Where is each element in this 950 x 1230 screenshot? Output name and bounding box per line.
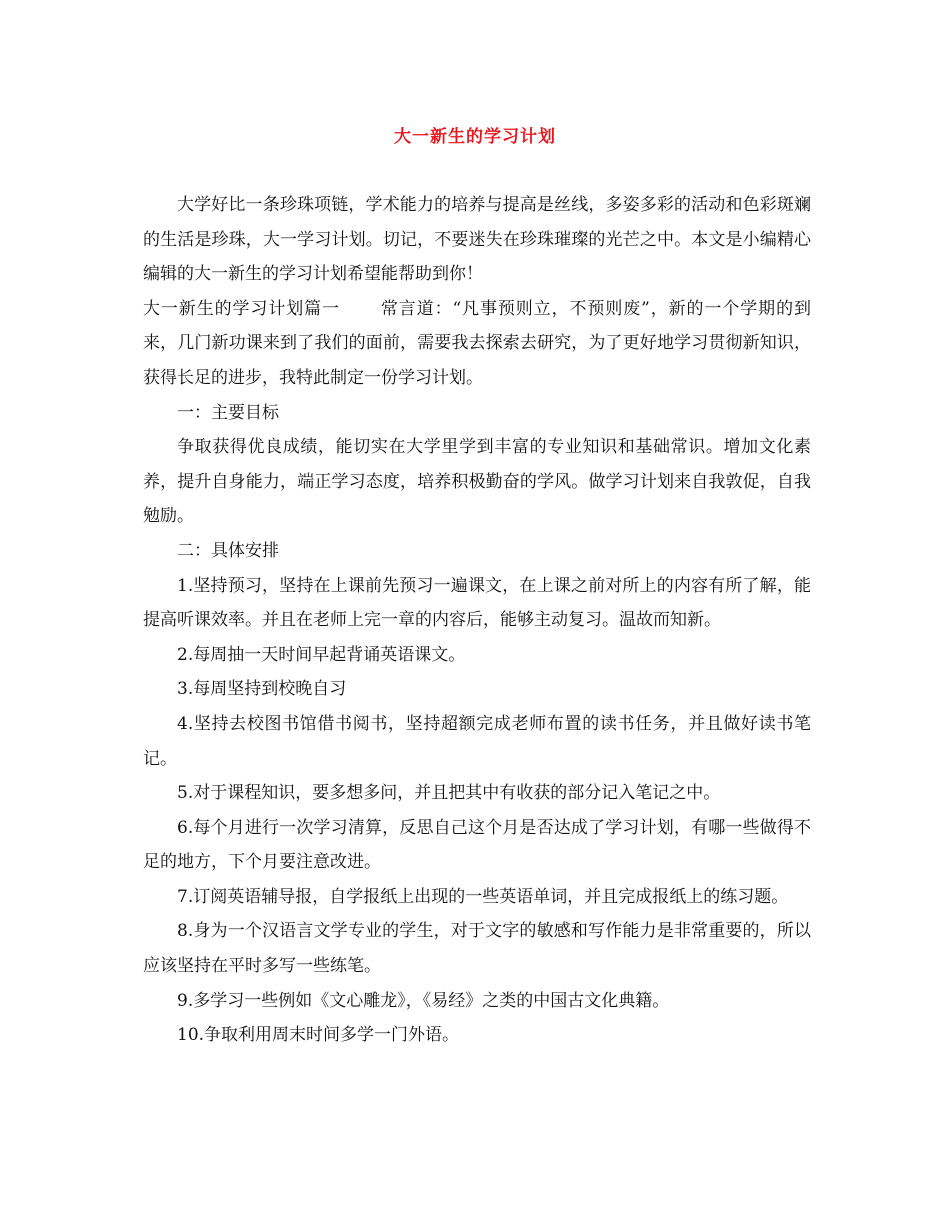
page-title: 大一新生的学习计划 <box>394 127 556 147</box>
list-item: 2.每周抽一天时间早起背诵英语课文。 <box>177 644 466 665</box>
list-item: 6.每个月进行一次学习清算，反思自己这个月是否达成了学习计划，有哪一些做得不足的地方，下个月要注意改进。 <box>143 817 811 873</box>
list-item: 1.坚持预习，坚持在上课前先预习一遍课文，在上课之前对所上的内容有所了解，能提高听课效率。并且在老师上完一章的内容后，能够主动复习。温故而知新。 <box>143 575 811 631</box>
heading-arrangement: 二：具体安排 <box>177 540 279 561</box>
goal-paragraph: 争取获得优良成绩，能切实在大学里学到丰富的专业知识和基础常识。增加文化素养，提升自身能力，端正学习态度，培养积极勤奋的学风。做学习计划来自我敦促，自我勉励。 <box>143 437 811 527</box>
section-paragraph <box>143 292 811 396</box>
list-item: 3.每周坚持到校晚自习 <box>177 679 347 700</box>
intro-paragraph: 大学好比一条珍珠项链，学术能力的培养与提高是丝线，多姿多彩的活动和色彩斑斓的生活是珍珠，大一学习计划。切记，不要迷失在珍珠璀璨的光芒之中。本文是小编精心编辑的大一新生的学习计划希望能帮助到你！ <box>143 195 811 285</box>
list-item: 4.坚持去校图书馆借书阅书，坚持超额完成老师布置的读书任务，并且做好读书笔记。 <box>143 713 811 769</box>
section-text: 常言道：“凡事预则立，不预则废”，新的一个学期的到来，几门新功课来到了我们的面前，需要我去探索去研究，为了更好地学习贯彻新知识，获得长足的进步，我特此制定一份学习计划。 <box>143 298 811 388</box>
section-label: 大一新生的学习计划篇一 <box>143 298 340 319</box>
list-item: 9.多学习一些例如《文心雕龙》，《易经》之类的中国古文化典籍。 <box>177 990 670 1011</box>
heading-main-goal: 一：主要目标 <box>177 402 279 423</box>
list-item: 10.争取利用周末时间多学一门外语。 <box>177 1025 460 1046</box>
list-item: 5.对于课程知识，要多想多问，并且把其中有收获的部分记入笔记之中。 <box>177 783 721 804</box>
list-item: 8.身为一个汉语言文学专业的学生，对于文字的敏感和写作能力是非常重要的，所以应该坚持在平时多写一些练笔。 <box>143 921 811 977</box>
document-body <box>143 188 811 1053</box>
list-item: 7.订阅英语辅导报，自学报纸上出现的一些英语单词，并且完成报纸上的练习题。 <box>177 886 789 907</box>
